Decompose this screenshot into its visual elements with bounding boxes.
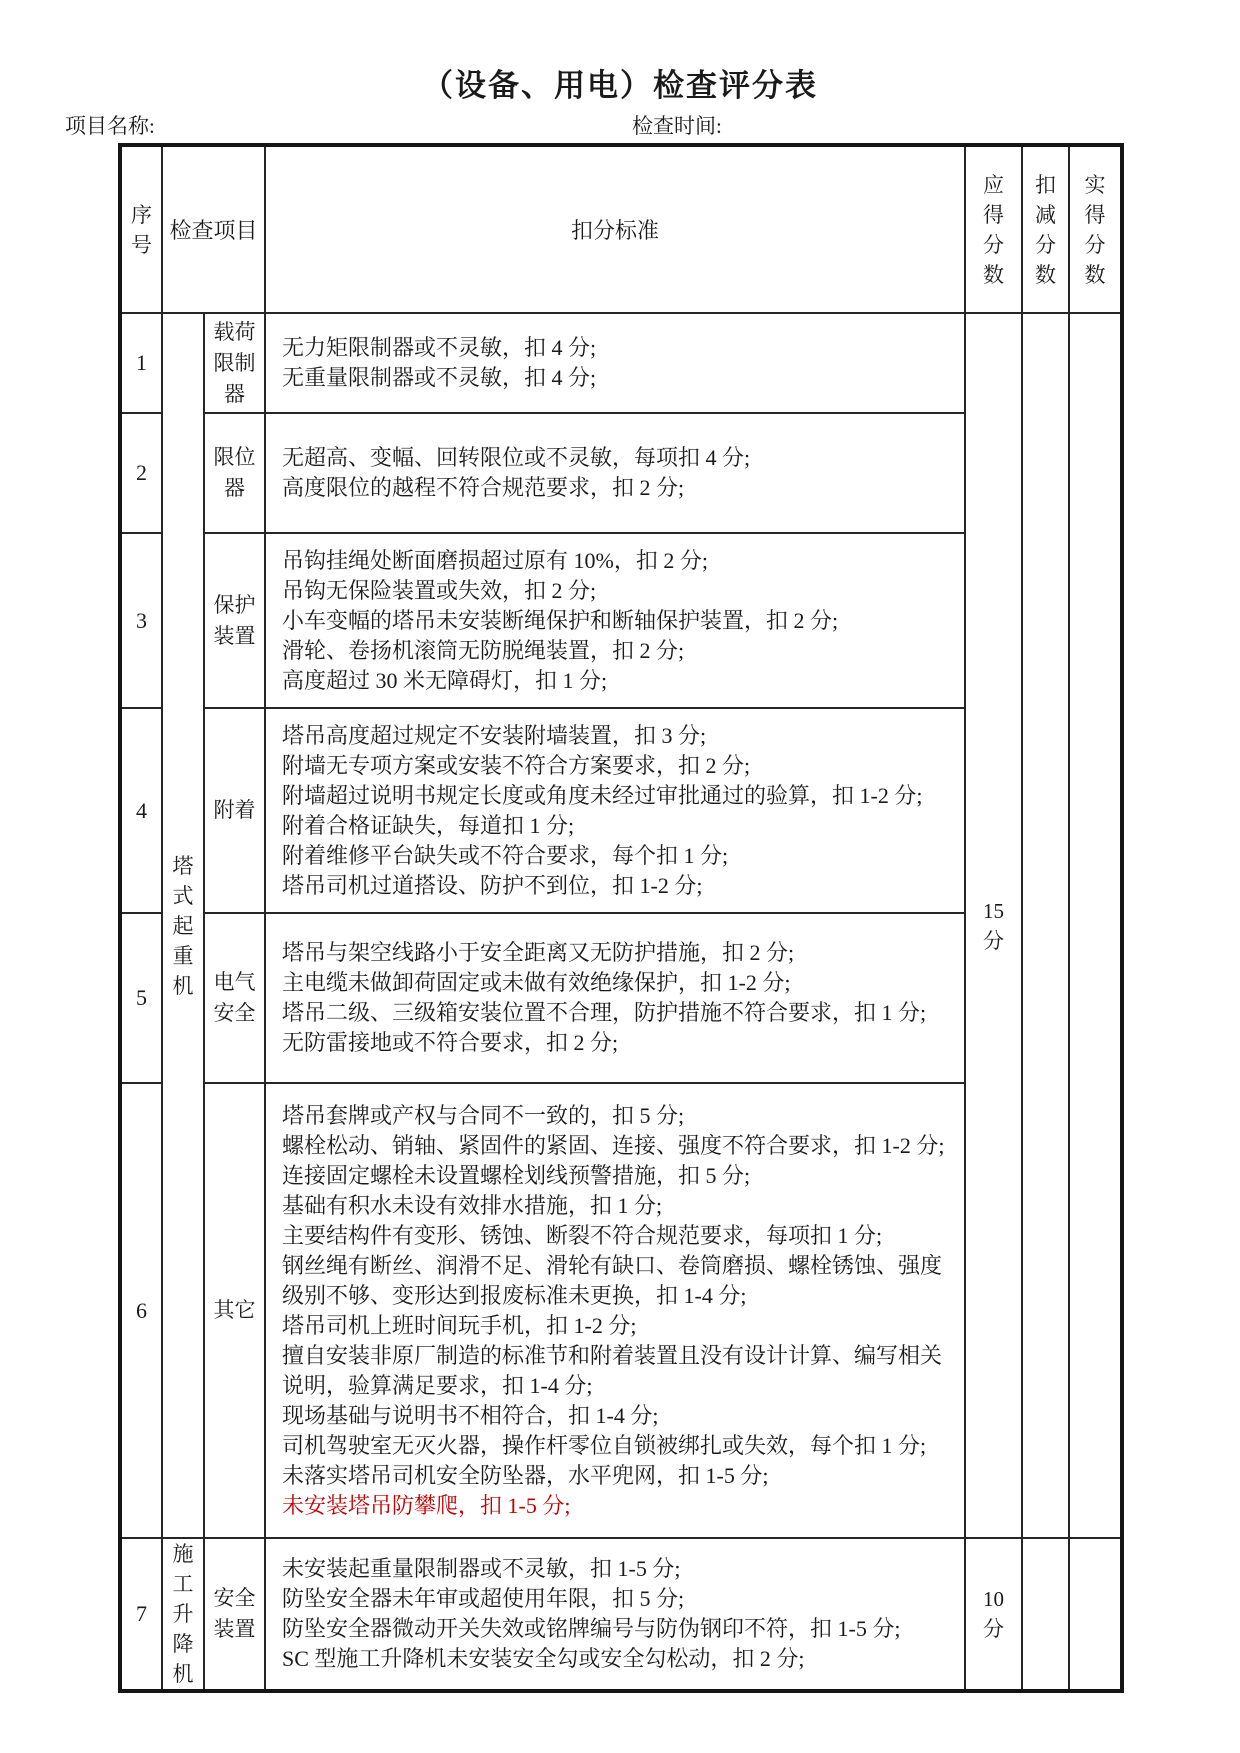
item-label: 载荷限制器: [204, 313, 265, 413]
project-name-label: 项目名称:: [65, 114, 155, 138]
item-label: 其它: [204, 1083, 265, 1538]
criteria-line: 小车变幅的塔吊未安装断绳保护和断轴保护装置，扣 2 分;: [282, 607, 839, 633]
criteria-line: 附着维修平台缺失或不符合要求，每个扣 1 分;: [282, 842, 729, 868]
criteria-cell: [265, 1538, 965, 1691]
header-deserved-score: [965, 145, 1022, 313]
criteria-cell: [265, 313, 965, 413]
criteria-line: 塔吊高度超过规定不安装附墙装置，扣 3 分;: [282, 722, 707, 748]
criteria-cell: [265, 708, 965, 913]
deserved-score-text: 10 分: [983, 1587, 1005, 1641]
deserved-score-value: [965, 313, 1022, 1538]
item-label: 限位器: [204, 413, 265, 533]
criteria-line: 附着合格证缺失，每道扣 1 分;: [282, 812, 575, 838]
criteria-line: 吊钩无保险装置或失效，扣 2 分;: [282, 577, 597, 603]
header-deducted-text: 扣减分数: [1035, 172, 1057, 287]
deducted-score-cell: [1022, 1538, 1069, 1691]
actual-score-cell: [1069, 1538, 1122, 1691]
actual-score-cell: [1069, 313, 1122, 1538]
criteria-line: 未安装起重量限制器或不灵敏，扣 1-5 分;: [282, 1556, 681, 1581]
deserved-score-value: [965, 1538, 1022, 1691]
deducted-score-cell: [1022, 313, 1069, 1538]
criteria-line: SC 型施工升降机未安装安全勾或安全勾松动，扣 2 分;: [282, 1646, 805, 1671]
row-index: 3: [120, 533, 162, 708]
criteria-line: 无超高、变幅、回转限位或不灵敏，每项扣 4 分;: [282, 445, 751, 470]
criteria-line: 无防雷接地或不符合要求，扣 2 分;: [282, 1030, 619, 1055]
header-criteria: 扣分标准: [265, 145, 965, 313]
item-label: 保护装置: [204, 533, 265, 708]
group-label-text: 塔式起重机: [172, 853, 194, 998]
criteria-cell: [265, 913, 965, 1083]
criteria-line: 吊钩挂绳处断面磨损超过原有 10%，扣 2 分;: [282, 547, 708, 573]
row-index: 6: [120, 1083, 162, 1538]
criteria-line: 未落实塔吊司机安全防坠器，水平兜网，扣 1-5 分;: [282, 1462, 769, 1488]
criteria-line: 滑轮、卷扬机滚筒无防脱绳装置，扣 2 分;: [282, 637, 685, 663]
row-index: 7: [120, 1538, 162, 1691]
item-label: 安全装置: [204, 1538, 265, 1691]
group-label-construction-hoist: [162, 1538, 204, 1691]
item-label: 附着: [204, 708, 265, 913]
criteria-line: 无力矩限制器或不灵敏，扣 4 分;: [282, 335, 597, 360]
header-item: 检查项目: [162, 145, 265, 313]
criteria-line: 塔吊二级、三级箱安装位置不合理，防护措施不符合要求，扣 1 分;: [282, 1000, 927, 1025]
criteria-line: 防坠安全器微动开关失效或铭牌编号与防伪钢印不符，扣 1-5 分;: [282, 1616, 901, 1641]
header-index-text: 序号: [131, 202, 152, 257]
header-actual-score: [1069, 145, 1122, 313]
header-deducted-score: [1022, 145, 1069, 313]
criteria-line: 塔吊司机上班时间玩手机，扣 1-2 分;: [282, 1312, 637, 1338]
header-index: [120, 145, 162, 313]
group-label-text: 施工升降机: [172, 1542, 194, 1686]
criteria-line: 附墙超过说明书规定长度或角度未经过审批通过的验算，扣 1-2 分;: [282, 782, 923, 808]
criteria-line: 司机驾驶室无灭火器，操作杆零位自锁被绑扎或失效，每个扣 1 分;: [282, 1432, 927, 1458]
criteria-line: 未安装塔吊防攀爬，扣 1-5 分;: [282, 1492, 571, 1518]
table-row: [120, 1538, 1122, 1691]
row-index: 5: [120, 913, 162, 1083]
group-label-tower-crane: [162, 313, 204, 1538]
row-index: 2: [120, 413, 162, 533]
deserved-score-text: 15 分: [983, 898, 1005, 953]
row-index: 4: [120, 708, 162, 913]
header-deserved-text: 应得分数: [983, 172, 1005, 287]
criteria-line: 塔吊套牌或产权与合同不一致的，扣 5 分;: [282, 1102, 685, 1128]
criteria-line: 螺栓松动、销轴、紧固件的紧固、连接、强度不符合要求，扣 1-2 分;: [282, 1132, 945, 1158]
criteria-line: 擅自安装非原厂制造的标准节和附着装置且没有设计计算、编写相关说明，验算满足要求，扣 1-4 分;: [282, 1342, 943, 1398]
criteria-line: 塔吊司机过道搭设、防护不到位，扣 1-2 分;: [282, 872, 703, 898]
page-title: （设备、用电）检查评分表: [422, 68, 818, 103]
criteria-cell: [265, 1083, 965, 1538]
inspection-time-label: 检查时间:: [632, 114, 722, 138]
criteria-cell: [265, 533, 965, 708]
criteria-line: 基础有积水未设有效排水措施，扣 1 分;: [282, 1192, 663, 1218]
criteria-line: 主要结构件有变形、锈蚀、断裂不符合规范要求，每项扣 1 分;: [282, 1222, 883, 1248]
criteria-line: 附墙无专项方案或安装不符合方案要求，扣 2 分;: [282, 752, 751, 778]
inspection-score-table: [118, 143, 1124, 1693]
criteria-line: 高度限位的越程不符合规范要求，扣 2 分;: [282, 475, 685, 500]
criteria-line: 连接固定螺栓未设置螺栓划线预警措施，扣 5 分;: [282, 1162, 751, 1188]
criteria-line: 高度超过 30 米无障碍灯，扣 1 分;: [282, 667, 608, 693]
criteria-line: 塔吊与架空线路小于安全距离又无防护措施，扣 2 分;: [282, 940, 795, 965]
header-actual-text: 实得分数: [1084, 172, 1106, 287]
criteria-cell: [265, 413, 965, 533]
criteria-line: 现场基础与说明书不相符合，扣 1-4 分;: [282, 1402, 659, 1428]
criteria-line: 无重量限制器或不灵敏，扣 4 分;: [282, 365, 597, 390]
criteria-line: 主电缆未做卸荷固定或未做有效绝缘保护，扣 1-2 分;: [282, 970, 791, 995]
table-header-row: [120, 145, 1122, 313]
criteria-line: 防坠安全器未年审或超使用年限，扣 5 分;: [282, 1586, 685, 1611]
item-label: 电气安全: [204, 913, 265, 1083]
row-index: 1: [120, 313, 162, 413]
table-row: [120, 313, 1122, 413]
criteria-line: 钢丝绳有断丝、润滑不足、滑轮有缺口、卷筒磨损、螺栓锈蚀、强度级别不够、变形达到报废标准未更换，扣 1-4 分;: [282, 1252, 943, 1308]
